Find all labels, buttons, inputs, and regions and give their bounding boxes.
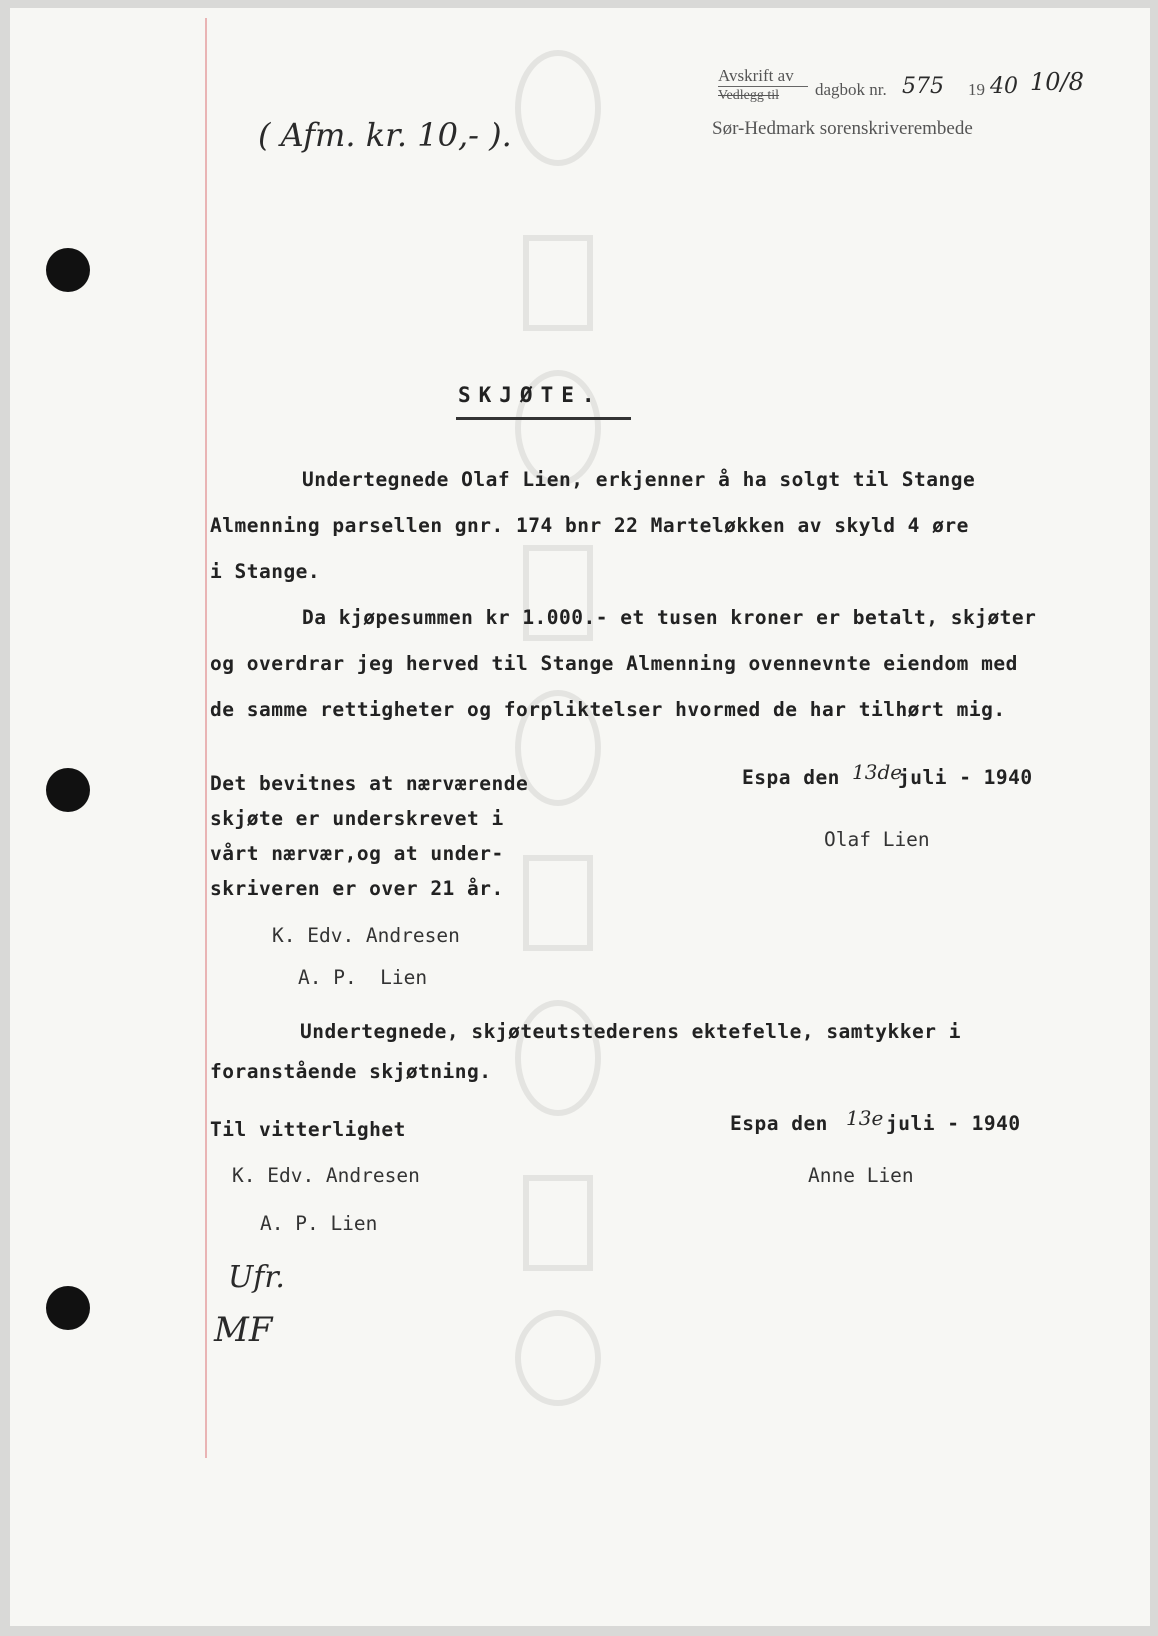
attest-line: vårt nærvær,og at under- (210, 842, 504, 865)
document-title: SKJØTE. (458, 383, 603, 407)
stamp-office: Sør-Hedmark sorenskriverembede (712, 118, 973, 139)
stamp-year-prefix: 19 (968, 80, 985, 99)
witness-heading: Til vitterlighet (210, 1118, 406, 1141)
signature-name: Anne Lien (808, 1164, 914, 1187)
stamp-vedlegg-label: Vedlegg til (718, 88, 780, 103)
paragraph-line: Da kjøpesummen kr 1.000.- et tusen kroner er betalt, skjøter (302, 606, 1037, 629)
signature-day: 13de (852, 760, 903, 784)
paragraph-line: Undertegnede Olaf Lien, erkjenner å ha solgt til Stange (302, 468, 976, 491)
signature-date: juli - 1940 (898, 766, 1033, 789)
stamp-year-suffix: 40 (990, 74, 1018, 99)
signature-name: Olaf Lien (824, 828, 930, 851)
watermark-stamp (498, 28, 618, 1418)
stamp-dagbok-label: dagbok nr. (815, 80, 887, 99)
attest-line: skjøte er underskrevet i (210, 807, 504, 830)
signature-place: Espa den (742, 766, 840, 789)
stamp-avskrift-label: Avskrift av (718, 66, 794, 85)
consent-line: foranstående skjøtning. (210, 1060, 492, 1083)
paragraph-line: de samme rettigheter og forpliktelser hvormed de har tilhørt mig. (210, 698, 1006, 721)
stamp-divider (718, 86, 808, 87)
consent-line: Undertegnede, skjøteutstederens ektefelle, samtykker i (300, 1020, 961, 1043)
initials: MF (214, 1310, 273, 1350)
punch-hole (46, 1286, 90, 1330)
witness-name: K. Edv. Andresen (272, 924, 460, 947)
stamp-dagbok-number: 575 (902, 74, 944, 99)
fee-note: ( Afm. kr. 10,- ). (258, 116, 512, 154)
paragraph-line: og overdrar jeg herved til Stange Almenning ovennevnte eiendom med (210, 652, 1018, 675)
witness-name: A. P. Lien (260, 1212, 378, 1235)
document-page (10, 8, 1150, 1626)
initials: Ufr. (228, 1260, 285, 1295)
paragraph-line: Almenning parsellen gnr. 174 bnr 22 Marteløkken av skyld 4 øre (210, 514, 969, 537)
paragraph-line: i Stange. (210, 560, 321, 583)
attest-line: skriveren er over 21 år. (210, 877, 504, 900)
stamp-date: 10/8 (1030, 68, 1084, 96)
title-underline (456, 417, 631, 420)
witness-name: A. P. Lien (298, 966, 428, 989)
attest-line: Det bevitnes at nærværende (210, 772, 529, 795)
witness-name: K. Edv. Andresen (232, 1164, 420, 1187)
punch-hole (46, 768, 90, 812)
signature-date: juli - 1940 (886, 1112, 1021, 1135)
margin-line (205, 18, 207, 1458)
signature-day: 13e (846, 1106, 884, 1130)
punch-hole (46, 248, 90, 292)
signature-place: Espa den (730, 1112, 828, 1135)
